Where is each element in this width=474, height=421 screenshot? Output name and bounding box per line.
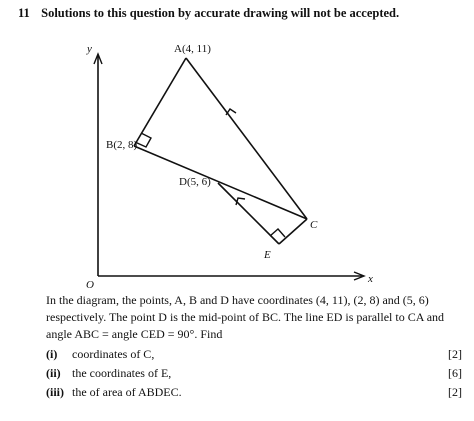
segment-ac — [186, 58, 307, 219]
part-text: the of area of ABDEC. — [72, 385, 182, 399]
axis-x-label: x — [368, 273, 373, 285]
stem-line-3: angle ABC = angle CED = 90°. Find — [46, 327, 223, 341]
point-b-label: B(2, 8) — [106, 139, 138, 151]
part-label: (iii) — [46, 385, 64, 399]
point-c-label: C — [310, 219, 318, 231]
question-instruction: Solutions to this question by accurate drawing will not be accepted. — [41, 6, 400, 20]
segment-ce — [279, 219, 307, 244]
part-marks: [2] — [448, 385, 462, 399]
part-marks: [2] — [448, 347, 462, 361]
question-number: 11 — [18, 6, 30, 20]
point-e-label: E — [264, 249, 271, 261]
point-d-label: D(5, 6) — [179, 176, 211, 188]
part-text: coordinates of C, — [72, 347, 155, 361]
part-ii — [46, 365, 464, 384]
segment-ed — [218, 183, 279, 244]
segment-bc — [134, 146, 307, 219]
stem-line-1: In the diagram, the points, A, B and D have coordinates (4, 11), (2, 8) and (5, 6) — [46, 293, 429, 307]
question-parts — [46, 346, 464, 403]
point-a-label: A(4, 11) — [174, 43, 211, 55]
origin-label: O — [86, 279, 94, 290]
part-iii — [46, 384, 464, 403]
part-marks: [6] — [448, 366, 462, 380]
parallel-arrow-ed-icon — [236, 198, 245, 205]
axis-y-label: y — [87, 43, 92, 55]
part-text: the coordinates of E, — [72, 366, 172, 380]
right-angle-e-icon — [270, 229, 285, 237]
part-label: (i) — [46, 347, 58, 361]
stem-line-2: respectively. The point D is the mid-point of BC. The line ED is parallel to CA and — [46, 310, 445, 324]
question-stem — [46, 292, 460, 343]
part-i — [46, 346, 464, 365]
part-label: (ii) — [46, 366, 61, 380]
